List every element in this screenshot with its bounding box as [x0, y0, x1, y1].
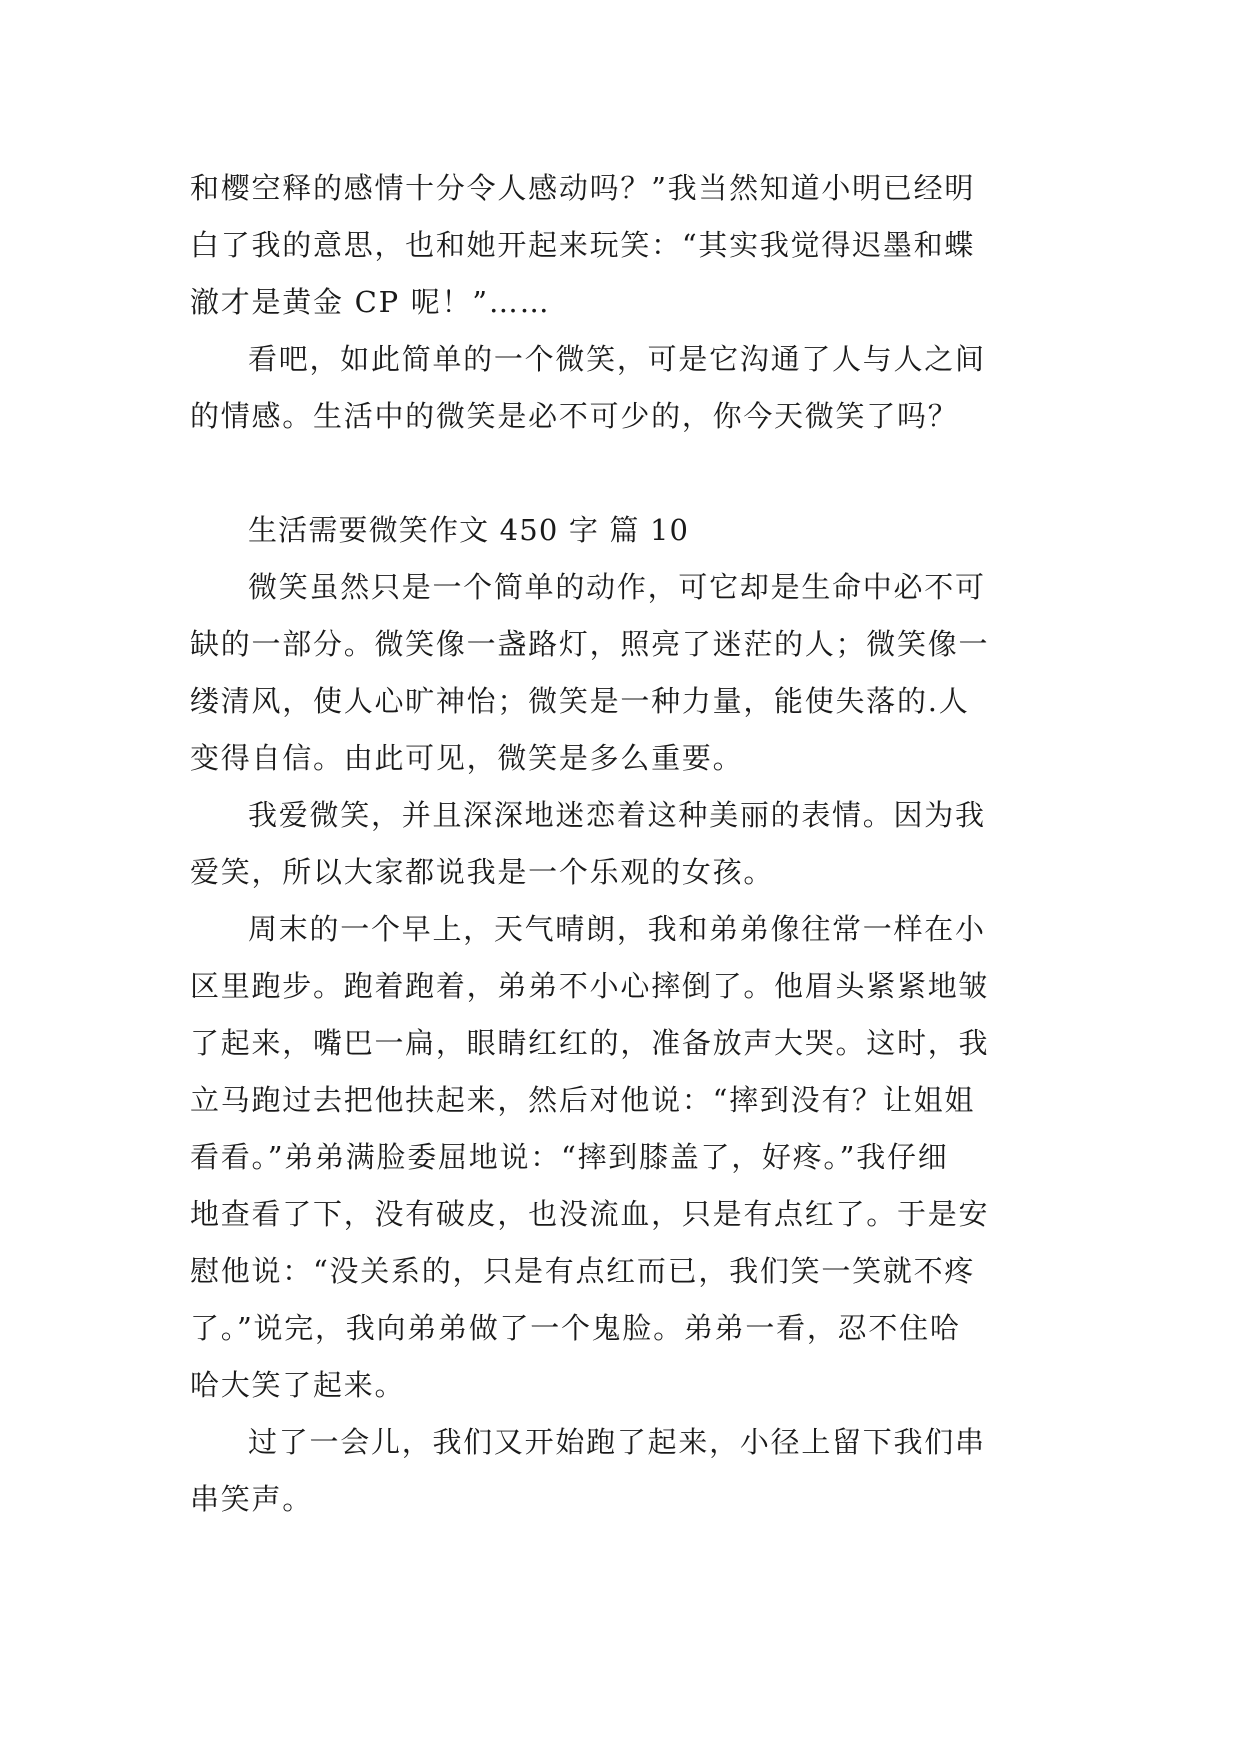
text-line: 变得自信。由此可见，微笑是多么重要。: [190, 741, 744, 775]
paragraph: [190, 331, 1056, 445]
text-line: 和樱空释的感情十分令人感动吗？”我当然知道小明已经明: [190, 171, 976, 205]
text-line: 立马跑过去把他扶起来，然后对他说：“摔到没有？让姐姐: [190, 1083, 976, 1117]
document-body: [190, 160, 1056, 1528]
text-line: 白了我的意思，也和她开起来玩笑：“其实我觉得迟墨和蝶: [190, 228, 976, 262]
text-line: 看看。”弟弟满脸委屈地说：“摔到膝盖了，好疼。”我仔细: [190, 1140, 949, 1174]
text-line: 过了一会儿，我们又开始跑了起来，小径上留下我们串: [248, 1425, 986, 1459]
text-line: 哈大笑了起来。: [190, 1368, 406, 1402]
text-line: 地查看了下，没有破皮，也没流血，只是有点红了。于是安: [190, 1197, 990, 1231]
text-line: 微笑虽然只是一个简单的动作，可它却是生命中必不可: [248, 570, 986, 604]
paragraph: [190, 559, 1056, 787]
text-line: 爱笑，所以大家都说我是一个乐观的女孩。: [190, 855, 775, 889]
text-line: 了。”说完，我向弟弟做了一个鬼脸。弟弟一看，忍不住哈: [190, 1311, 961, 1345]
paragraph-continued: [190, 160, 1056, 331]
text-line: 周末的一个早上，天气晴朗，我和弟弟像往常一样在小: [248, 912, 986, 946]
text-line: 慰他说：“没关系的，只是有点红而已，我们笑一笑就不疼: [190, 1254, 976, 1288]
text-line: 区里跑步。跑着跑着，弟弟不小心摔倒了。他眉头紧紧地皱: [190, 969, 990, 1003]
paragraph: [190, 901, 1056, 1414]
paragraph: [190, 787, 1056, 901]
section-title: 生活需要微笑作文 450 字 篇 10: [248, 513, 690, 547]
paragraph: [190, 1414, 1056, 1528]
text-line: 缕清风，使人心旷神怡；微笑是一种力量，能使失落的.人: [190, 684, 970, 718]
text-line: 澈才是黄金 CP 呢！”……: [190, 285, 551, 319]
text-line: 看吧，如此简单的一个微笑，可是它沟通了人与人之间: [248, 342, 986, 376]
text-line: 了起来，嘴巴一扁，眼睛红红的，准备放声大哭。这时，我: [190, 1026, 990, 1060]
text-line: 我爱微笑，并且深深地迷恋着这种美丽的表情。因为我: [248, 798, 986, 832]
text-line: 的情感。生活中的微笑是必不可少的，你今天微笑了吗？: [190, 399, 959, 433]
blank-line: [190, 445, 1056, 502]
text-line: 缺的一部分。微笑像一盏路灯，照亮了迷茫的人；微笑像一: [190, 627, 990, 661]
text-line: 串笑声。: [190, 1482, 313, 1516]
